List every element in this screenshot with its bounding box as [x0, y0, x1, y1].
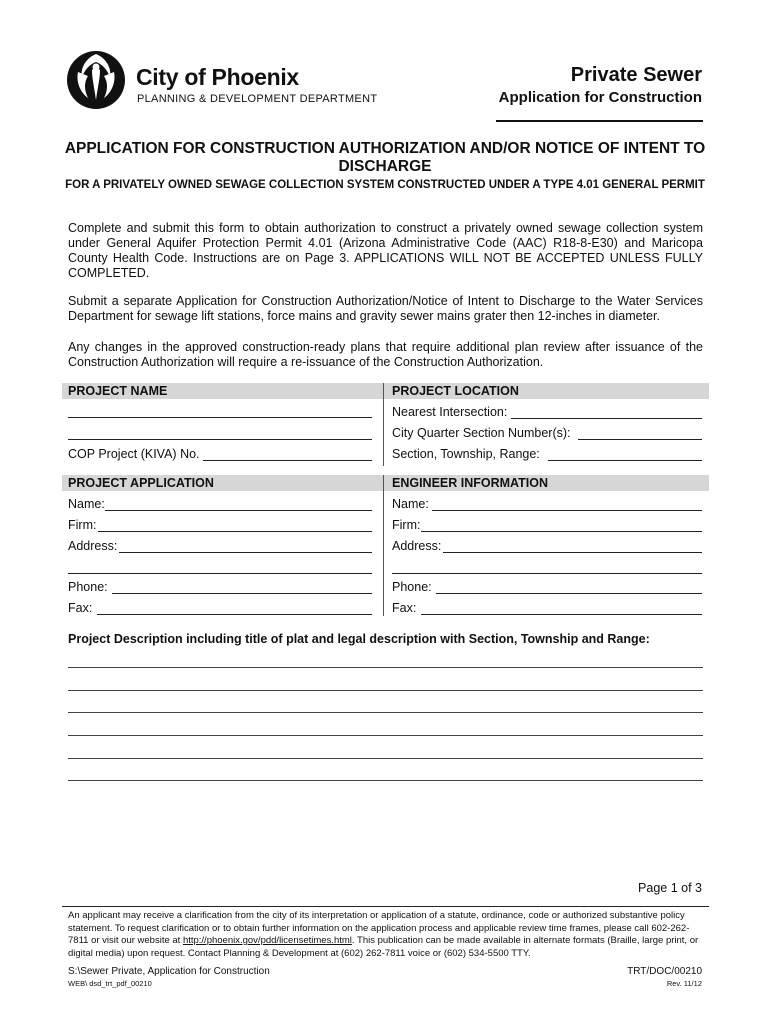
changes-paragraph: Any changes in the approved construction-ready plans that require additional plan review after issuance of the Construction Authorization will require a re-issuance of the Construction Authorization.	[68, 340, 703, 369]
department-name: PLANNING & DEVELOPMENT DEPARTMENT	[137, 93, 378, 105]
engineer-address-line-2[interactable]	[392, 573, 702, 574]
engineer-address-label: Address:	[392, 539, 442, 553]
description-line-5[interactable]	[68, 758, 703, 759]
project-name-heading: PROJECT NAME	[68, 384, 168, 398]
applicant-address-field[interactable]	[119, 552, 372, 553]
engineer-information-heading: ENGINEER INFORMATION	[392, 476, 549, 490]
quarter-section-label: City Quarter Section Number(s):	[392, 426, 571, 440]
description-line-6[interactable]	[68, 780, 703, 781]
kiva-label: COP Project (KIVA) No.	[68, 447, 200, 461]
document-subtitle: FOR A PRIVATELY OWNED SEWAGE COLLECTION SYSTEM CONSTRUCTED UNDER A TYPE 4.01 GENERAL PERMIT	[65, 179, 705, 191]
applicant-firm-label: Firm:	[68, 518, 97, 532]
engineer-firm-field[interactable]	[421, 531, 702, 532]
kiva-field[interactable]	[203, 460, 372, 461]
description-line-1[interactable]	[68, 667, 703, 668]
engineer-firm-label: Firm:	[392, 518, 421, 532]
applicant-address-label: Address:	[68, 539, 118, 553]
document-number: TRT/DOC/00210	[627, 966, 702, 977]
description-line-2[interactable]	[68, 690, 703, 691]
engineer-fax-label: Fax:	[392, 601, 417, 615]
quarter-section-field[interactable]	[578, 439, 702, 440]
project-description-label: Project Description including title of plat and legal description with Section, Township and Range:	[68, 632, 650, 646]
engineer-phone-field[interactable]	[436, 593, 702, 594]
form-subtitle: Application for Construction	[498, 89, 702, 106]
page-number: Page 1 of 3	[638, 881, 702, 895]
licensetimes-link[interactable]: http://phoenix.gov/pdd/licensetimes.html	[182, 935, 352, 946]
applicant-address-line-2[interactable]	[68, 573, 372, 574]
applicant-name-label: Name:	[68, 497, 105, 511]
project-application-heading: PROJECT APPLICATION	[68, 476, 214, 490]
footer-rule	[62, 906, 709, 907]
engineer-address-field[interactable]	[443, 552, 702, 553]
footer-notice-text: An applicant may receive a clarification from the city of its interpretation or application of a statute, ordinance, code or authorized substantive policy statement. To request clarification or to obtain further information on the application process and applicable review time frames, please call 602-262-7811 or visit our website at	[68, 910, 690, 946]
footer-notice-text-end: . This publication can be made available in alternate formats (Braille, large print, or digital media) upon request. Contact Planning & Development at (602) 262-7811 voice or (602) 534-5500 TTY.	[68, 935, 699, 959]
web-path: WEB\ dsd_trt_pdf_00210	[68, 979, 152, 988]
applicant-name-field[interactable]	[105, 510, 372, 511]
applicant-phone-label: Phone:	[68, 580, 108, 594]
section-township-range-field[interactable]	[548, 460, 702, 461]
applicant-fax-field[interactable]	[97, 614, 372, 615]
instructions-paragraph: Complete and submit this form to obtain authorization to construct a privately owned sewage collection system under General Aquifer Protection Permit 4.01 (Arizona Administrative Code (AAC) R18-8-E30) and Maricopa County Health Code. Instructions are on Page 3. APPLICATIONS WILL NOT BE ACCEPTED UNLESS FULLY COMPLETED.	[68, 221, 703, 280]
section-divider	[383, 383, 384, 466]
engineer-name-field[interactable]	[432, 510, 702, 511]
project-name-line-1[interactable]	[68, 417, 372, 418]
description-line-3[interactable]	[68, 712, 703, 713]
project-name-line-2[interactable]	[68, 439, 372, 440]
applicant-firm-field[interactable]	[98, 531, 372, 532]
separate-application-paragraph: Submit a separate Application for Construction Authorization/Notice of Intent to Discharge to the Water Services Department for sewage lift stations, force mains and gravity sewer mains grater then 12-inches in diameter.	[68, 294, 703, 323]
engineer-phone-label: Phone:	[392, 580, 432, 594]
org-name: City of Phoenix	[136, 64, 299, 90]
applicant-phone-field[interactable]	[112, 593, 372, 594]
phoenix-bird-icon	[66, 48, 128, 112]
file-path: S:\Sewer Private, Application for Construction	[68, 966, 270, 977]
form-title: Private Sewer	[570, 64, 702, 86]
engineer-fax-field[interactable]	[421, 614, 702, 615]
nearest-intersection-field[interactable]	[511, 418, 702, 419]
project-header-bar	[62, 383, 709, 399]
engineer-name-label: Name:	[392, 497, 429, 511]
section-township-range-label: Section, Township, Range:	[392, 447, 540, 461]
document-title: APPLICATION FOR CONSTRUCTION AUTHORIZATION AND/OR NOTICE OF INTENT TO DISCHARGE	[64, 140, 706, 175]
project-location-heading: PROJECT LOCATION	[392, 384, 519, 398]
section-divider	[383, 475, 384, 616]
contacts-header-bar	[62, 475, 709, 491]
description-line-4[interactable]	[68, 735, 703, 736]
revision-date: Rev. 11/12	[666, 979, 702, 988]
nearest-intersection-label: Nearest Intersection:	[392, 405, 508, 419]
header-rule	[496, 120, 703, 122]
footer-notice	[68, 910, 704, 960]
applicant-fax-label: Fax:	[68, 601, 93, 615]
